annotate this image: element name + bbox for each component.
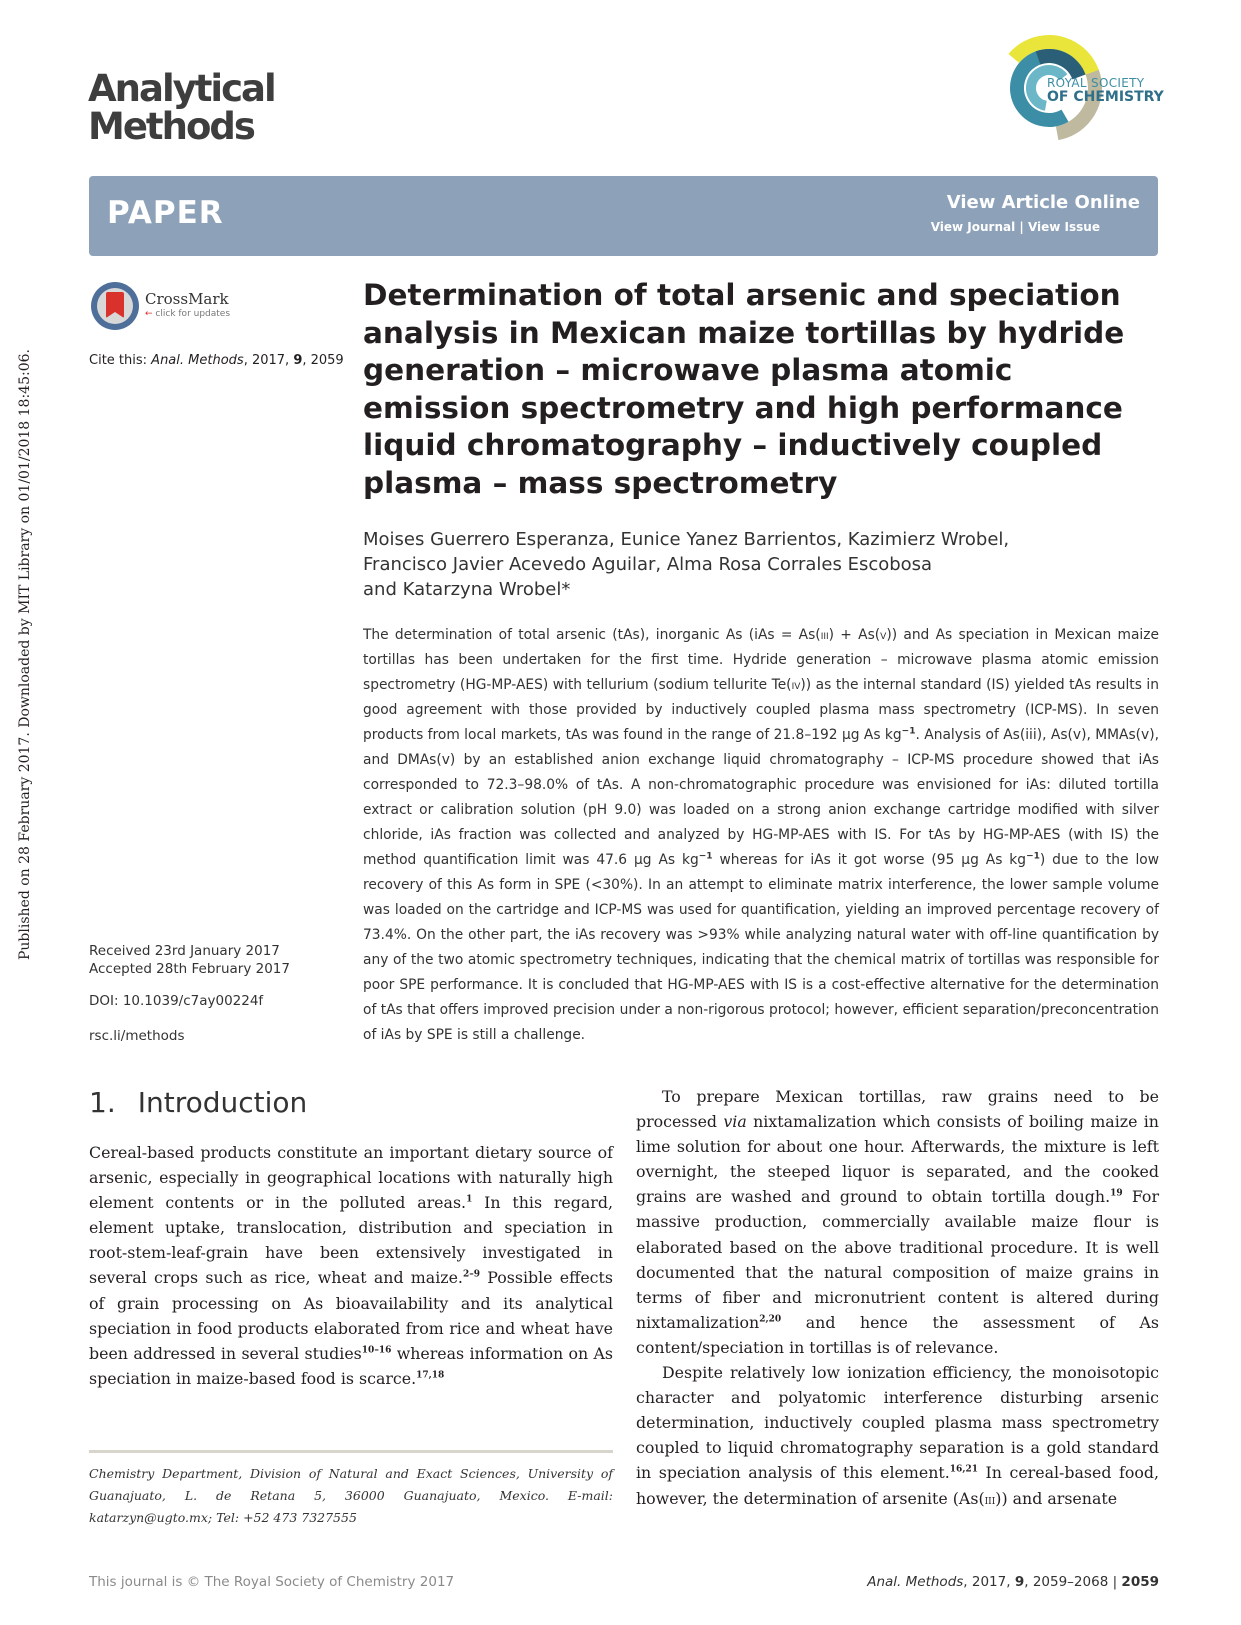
view-issue-link[interactable]: View Issue [1027,220,1100,234]
crossmark-sub-text: click for updates [155,309,231,319]
publisher-line1: ROYAL SOCIETY [1047,76,1145,90]
journal-short-link[interactable]: rsc.li/methods [89,1028,185,1044]
article-type-label: PAPER [107,195,224,231]
received-date: Received 23rd January 2017 [89,943,280,959]
author-list [363,527,1123,602]
abstract: The determination of total arsenic (tAs), inorganic As (iAs = As(iii) + As(v)) and As speciation in Mexican maize tortillas has been undertaken for the first time. Hydride generation – microwave plasma atomic emission spectrometry (HG-MP-AES) with tellurium (sodium tellurite Te(iv)) as the internal standard (IS) yielded tAs results in good agreement with those provided by inductively coupled plasma mass spectrometry (ICP-MS). In seven products from local markets, tAs was found in the range of 21.8–192 μg As $kg^{-1}$. Analysis of As(iii), As(v), MMAs(v), and DMAs(v) by an established anion exchange liquid chromatography – ICP-MS procedure showed that iAs corresponded to 72.3–98.0% of tAs. A non-chromatographic procedure was envisioned for iAs: diluted tortilla extract or calibration solution (pH 9.0) was loaded on a strong anion exchange cartridge modified with silver chloride, iAs fraction was collected and analyzed by HG-MP-AES with IS. For tAs by HG-MP-AES (with IS) the method quantification limit was 47.6 μg As $kg^{-1}$ whereas for iAs it got worse (95 μg As $kg^{-1}$) due to the low recovery of this As form in SPE (<30%). In an attempt to eliminate matrix interference, the lower sample volume was loaded on the cartridge and ICP-MS was used for quantification, yielding an improved percentage recovery of 73.4%. On the other part, the iAs recovery was >93% while analyzing natural water with off-line quantification by any of the two atomic spectrometry techniques, indicating that the chemical matrix of tortillas was responsible for poor SPE performance. It is concluded that HG-MP-AES with IS is a cost-effective alternative for the determination of tAs that offers improved precision under a non-rigorous protocol; however, efficient separation/preconcentration of iAs by SPE is still a challenge. [363,627,1159,1043]
authors-line3: and Katarzyna Wrobel* [363,579,571,600]
view-article-online-link[interactable]: View Article Online [946,192,1140,213]
cite-volume: 9 [293,353,303,368]
cite-prefix: Cite this: [89,353,148,368]
journal-issue-links [931,220,1100,234]
link-separator: | [1019,220,1024,234]
arrow-left-icon: ← [145,309,153,319]
body-column-right [636,1084,1159,1513]
journal-title-line1: Analytical [88,67,275,110]
article-type-banner [89,176,1158,256]
publisher-name [1047,76,1164,104]
cite-journal: Anal. Methods [151,353,244,368]
journal-title [88,67,275,148]
author-affiliation: Chemistry Department, Division of Natural and Exact Sciences, University of Guanajuato, L. de Retana 5, 36000 Guanajuato, Mexico. E-mail: katarzyn@ugto.mx; Tel: +52 473 7327555 [89,1466,613,1525]
crossmark-sub [145,309,230,319]
doi-link[interactable]: DOI: 10.1039/c7ay00224f [89,993,264,1009]
page-number: 2059 [1121,1574,1159,1590]
publisher-line2: OF CHEMISTRY [1047,89,1164,105]
crossmark-badge[interactable] [89,280,231,336]
article-title: Determination of total arsenic and speciation analysis in Mexican maize tortillas by hydride generation – microwave plasma atomic emission spectrometry and high performance liquid chromatography – inductively coupled plasma – mass spectrometry [363,278,1125,500]
intro-paragraph-3: Despite relatively low ionization efficiency, the monoisotopic character and polyatomic interference disturbing arsenic determination, inductively coupled plasma mass spectrometry coupled to liquid chromatography separation is a gold standard in speciation analysis of this element.$^{16,21}$ In cereal-based food, however, the determination of arsenite (As(iii)) and arsenate [636,1363,1160,1508]
footer-citation: Anal. Methods, 2017, 9, 2059–2068 | 2059 [867,1574,1159,1590]
intro-paragraph-2: To prepare Mexican tortillas, raw grains need to be processed via nixtamalization which consists of boiling maize in lime solution for about one hour. Afterwards, the mixture is left overnight, the steeped liquor is separated, and the cooked grains are washed and ground to obtain tortilla dough.$^{19}$ For massive production, commercially available maize flour is elaborated based on the above traditional procedure. It is well documented that the natural composition of maize grains in terms of fiber and micronutrient content is altered during nixtamalization$^{2,20}$ and hence the assessment of As content/speciation in tortillas is of relevance. [636,1087,1159,1357]
received-dates [89,942,290,978]
cite-page: , 2059 [302,353,344,368]
journal-title-line2: Methods [88,105,254,148]
section-heading-introduction [89,1086,307,1119]
view-journal-link[interactable]: View Journal [930,220,1016,234]
footnote-divider [89,1450,613,1453]
citation: Cite this: Anal. Methods, 2017, 9, 2059 [89,353,344,368]
download-side-note [0,0,33,1625]
section-title: Introduction [137,1086,308,1119]
crossmark-label: CrossMark [145,290,229,308]
authors-line2: Francisco Javier Acevedo Aguilar, Alma Rosa Corrales Escobosa [363,554,933,575]
cite-year: 2017, [251,353,290,368]
footer-copyright: This journal is © The Royal Society of Chemistry 2017 [89,1574,455,1590]
accepted-date: Accepted 28th February 2017 [89,961,290,977]
crossmark-icon [89,280,141,332]
authors-line1: Moises Guerrero Esperanza, Eunice Yanez Barrientos, Kazimierz Wrobel, [363,529,1010,550]
download-note-text: Published on 28 February 2017. Downloaded by MIT Library on 01/01/2018 18:45:06. [17,349,33,960]
intro-paragraph-1: Cereal-based products constitute an important dietary source of arsenic, especially in geographical locations with naturally high element contents or in the polluted areas.$^1$ In this regard, element uptake, translocation, distribution and speciation in root-stem-leaf-grain have been extensively investigated in several crops such as rice, wheat and maize.$^{2-9}$ Possible effects of grain processing on As bioavailability and its analytical speciation in food products elaborated from rice and wheat have been addressed in several studies$^{10-16}$ whereas information on As speciation in maize-based food is scarce.$^{17,18}$ [89,1143,614,1388]
section-number: 1. [89,1086,116,1119]
body-column-left [89,1140,613,1391]
